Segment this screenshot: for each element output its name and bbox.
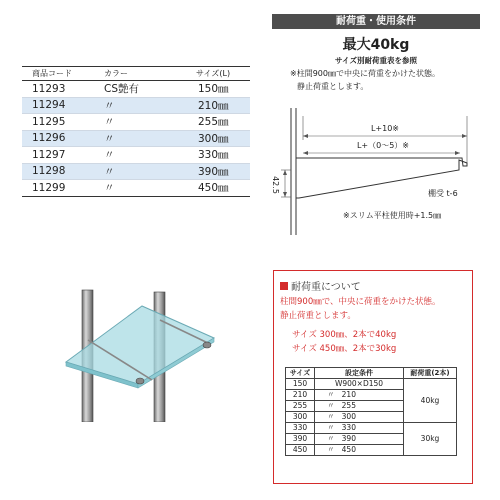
cap-condition: 〃 300 xyxy=(315,412,404,423)
capacity-title-text: 耐荷重について xyxy=(291,282,361,293)
table-row xyxy=(22,114,250,131)
static-load-note: 静止荷重とします。 xyxy=(297,82,369,91)
table-row xyxy=(286,423,457,434)
red-square-icon xyxy=(280,282,288,290)
product-size: 300㎜ xyxy=(186,130,250,147)
length-top-label: L+10※ xyxy=(370,124,400,133)
product-code: 11294 xyxy=(22,97,96,114)
table-row xyxy=(22,147,250,164)
product-code: 11295 xyxy=(22,114,96,131)
table-row xyxy=(22,163,250,180)
product-color: 〃 xyxy=(96,114,186,131)
product-color: 〃 xyxy=(96,97,186,114)
capacity-example-2: サイズ 450㎜、2本で30kg xyxy=(292,344,397,354)
cap-size: 390 xyxy=(286,434,315,445)
cap-load-group-2: 30kg xyxy=(404,423,457,456)
bracket-dimension-diagram xyxy=(255,100,480,240)
bracket-end-right xyxy=(203,342,211,348)
capacity-table-header xyxy=(286,368,457,379)
bracket-label: 棚受 t-6 xyxy=(428,189,458,198)
table-row xyxy=(22,81,250,98)
cap-size: 450 xyxy=(286,445,315,456)
slim-post-note: ※スリム平柱使用時+1.5㎜ xyxy=(343,211,442,220)
load-reference-note: サイズ別耐荷重表を参照 xyxy=(335,56,417,65)
table-row xyxy=(22,97,250,114)
product-size: 210㎜ xyxy=(186,97,250,114)
length-bottom-label: L+（0〜5）※ xyxy=(356,141,410,150)
product-color: 〃 xyxy=(96,147,186,164)
bracket-end-left xyxy=(136,378,144,384)
product-size: 390㎜ xyxy=(186,163,250,180)
product-table-header xyxy=(22,67,250,81)
cap-condition: 〃 330 xyxy=(315,423,404,434)
cap-size: 210 xyxy=(286,390,315,401)
cap-condition: W900×D150 xyxy=(315,379,404,390)
product-color: CS艶有 xyxy=(96,81,186,98)
product-size: 255㎜ xyxy=(186,114,250,131)
cap-header-load: 耐荷重(2本) xyxy=(404,368,457,379)
cap-size: 150 xyxy=(286,379,315,390)
product-size: 450㎜ xyxy=(186,180,250,197)
product-code: 11298 xyxy=(22,163,96,180)
glass-shelf-illustration xyxy=(60,282,250,422)
cap-size: 255 xyxy=(286,401,315,412)
header-code: 商品コード xyxy=(22,67,96,81)
capacity-title xyxy=(280,278,361,293)
capacity-desc-line2: 静止荷重とします。 xyxy=(280,311,356,321)
load-condition-note: ※柱間900㎜で中央に荷重をかけた状態。 xyxy=(290,69,440,78)
max-load-title: 最大40kg xyxy=(342,37,410,53)
cap-header-condition: 設定条件 xyxy=(315,368,404,379)
cap-condition: 〃 210 xyxy=(315,390,404,401)
table-row xyxy=(22,180,250,197)
product-code: 11297 xyxy=(22,147,96,164)
capacity-desc-line1: 柱間900㎜で、中央に荷重をかけた状態。 xyxy=(280,297,441,307)
product-size: 330㎜ xyxy=(186,147,250,164)
capacity-table xyxy=(285,367,457,456)
cap-size: 300 xyxy=(286,412,315,423)
table-row xyxy=(22,130,250,147)
product-code: 11293 xyxy=(22,81,96,98)
product-color: 〃 xyxy=(96,163,186,180)
product-code: 11299 xyxy=(22,180,96,197)
header-color: カラー xyxy=(96,67,186,81)
product-size: 150㎜ xyxy=(186,81,250,98)
header-size: サイズ(L) xyxy=(186,67,250,81)
cap-condition: 〃 450 xyxy=(315,445,404,456)
product-table xyxy=(22,66,250,197)
product-code: 11296 xyxy=(22,130,96,147)
cap-load-group-1: 40kg xyxy=(404,379,457,423)
cap-header-size: サイズ xyxy=(286,368,315,379)
product-color: 〃 xyxy=(96,180,186,197)
cap-condition: 〃 390 xyxy=(315,434,404,445)
load-spec-header: 耐荷重・使用条件 xyxy=(272,14,480,29)
cap-size: 330 xyxy=(286,423,315,434)
cap-condition: 〃 255 xyxy=(315,401,404,412)
product-color: 〃 xyxy=(96,130,186,147)
capacity-example-1: サイズ 300㎜、2本で40kg xyxy=(292,330,397,340)
table-row xyxy=(286,379,457,390)
height-label: 42.5 xyxy=(271,176,280,194)
